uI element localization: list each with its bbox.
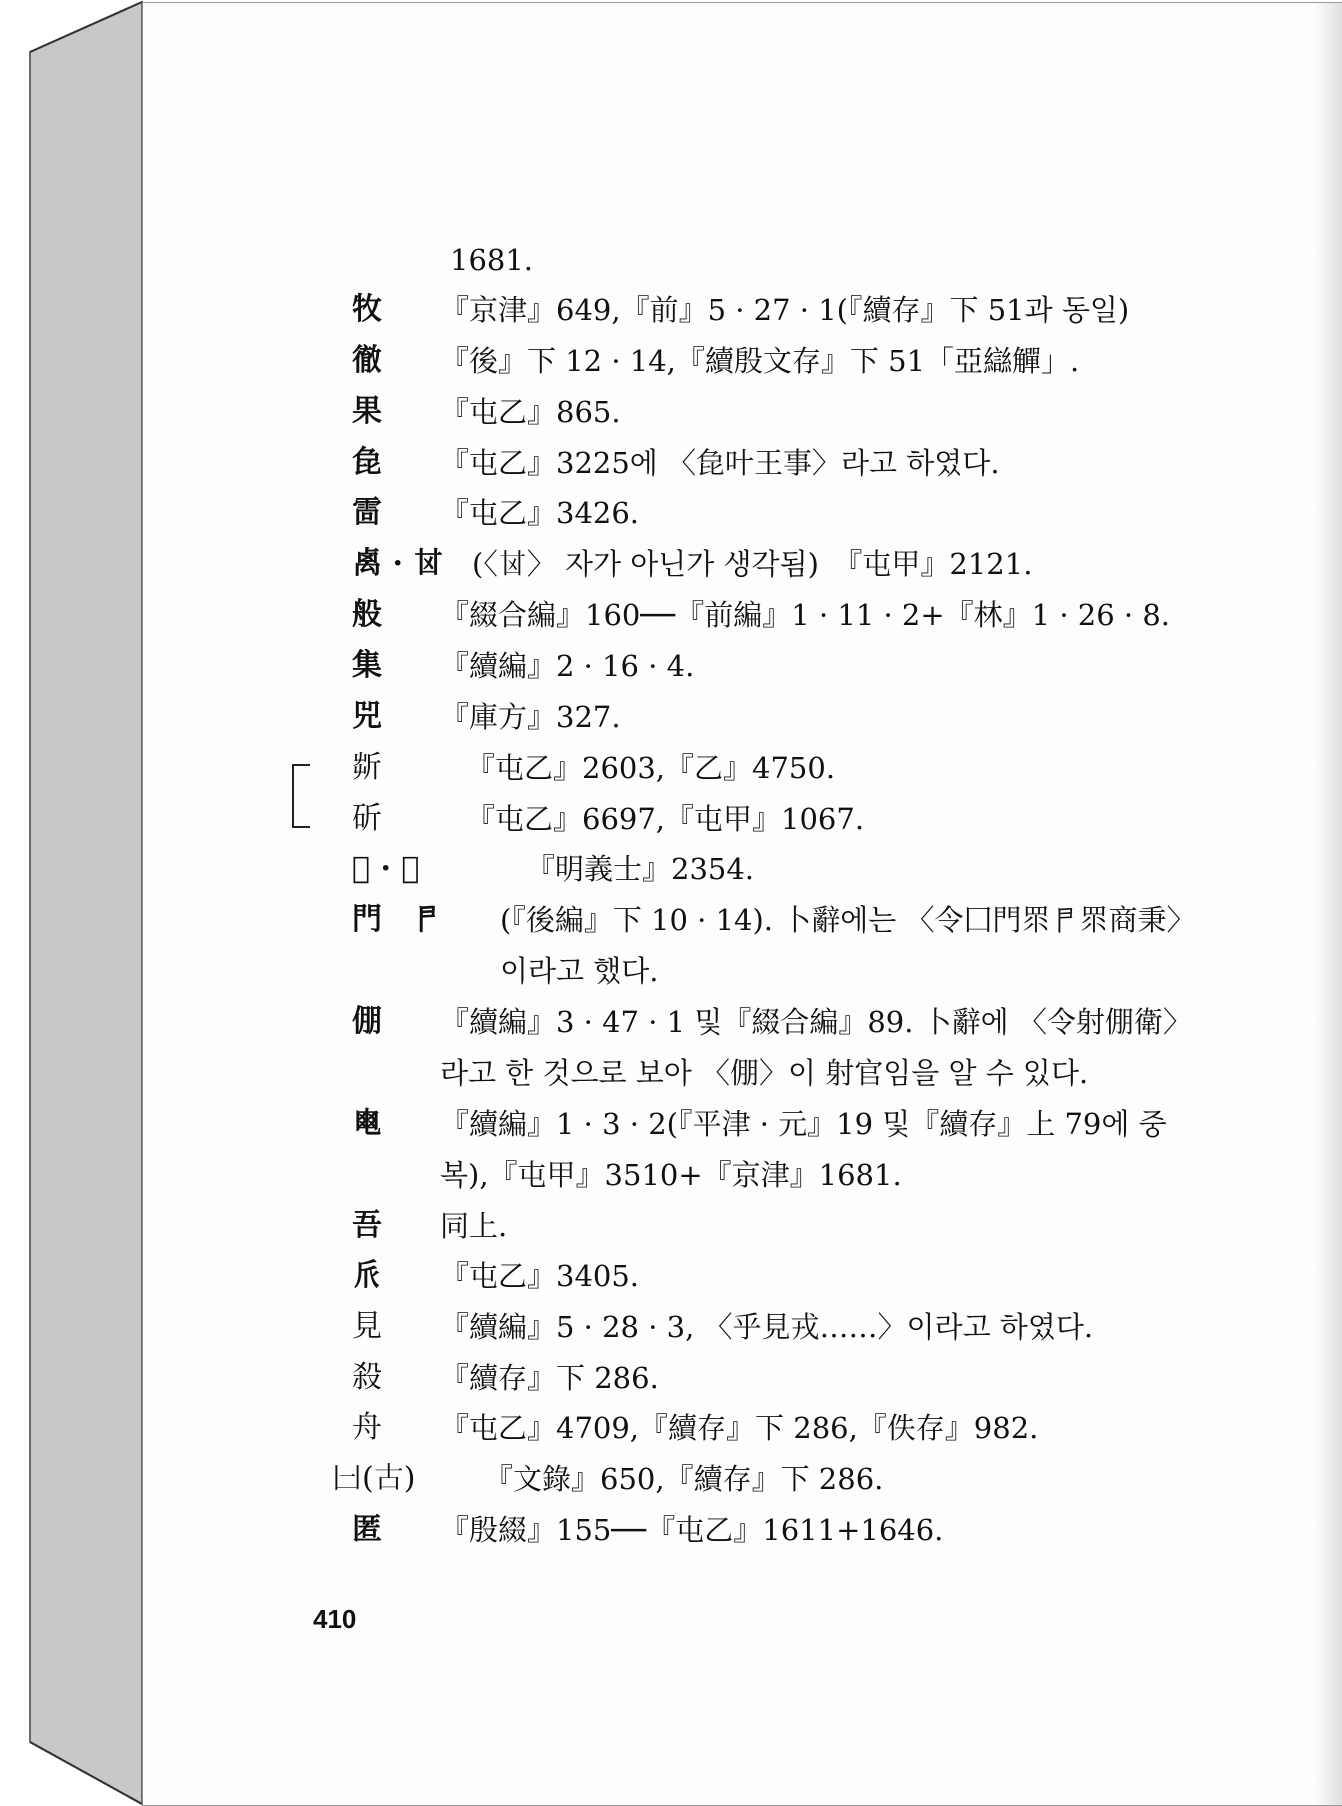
entry-head: 𠬸 · 及: [352, 851, 420, 886]
entry-text: 『屯乙』4709,『續存』下 286,『佚存』982.: [440, 1411, 1039, 1445]
entry-text: 『屯乙』2603,『乙』4750.: [466, 751, 836, 785]
entry-head: 果: [352, 394, 382, 429]
entry-head: 門 𠁣: [352, 902, 442, 937]
entry-text: 『續編』3 · 47 · 1 및『綴合編』89. 卜辭에 〈令射倗衛〉: [440, 1005, 1192, 1039]
entry-head: 斫: [352, 801, 382, 836]
entry-text: 『屯乙』3225에 〈㲋叶王事〉라고 하였다.: [440, 446, 1000, 480]
entry-head: 兕: [352, 699, 382, 734]
entry-text: 『屯乙』6697,『屯甲』1067.: [466, 802, 865, 836]
entry-head: 般: [352, 597, 382, 632]
entry-text-continuation: 이라고 했다.: [500, 954, 659, 988]
entry-head: 倗: [352, 1004, 382, 1039]
entry-text: 『續編』2 · 16 · 4.: [440, 649, 695, 683]
entry-head: 㲋: [352, 445, 382, 480]
entry-head: 禼 · 𠀠: [352, 546, 444, 581]
entry-text: 『續編』5 · 28 · 3, 〈乎見戎……〉이라고 하였다.: [440, 1310, 1094, 1344]
entry-text: (〈𠀠〉 자가 아닌가 생각됨) 『屯甲』2121.: [472, 547, 1033, 581]
entry-text: 『殷綴』155──『屯乙』1611+1646.: [440, 1513, 944, 1547]
entry-text: 『京津』649,『前』5 · 27 · 1(『續存』下 51과 동일): [440, 293, 1130, 327]
entry-text: 『後』下 12 · 14,『續殷文存』下 51「亞䜌觶」.: [440, 344, 1080, 378]
entry-text: 『續編』1 · 3 · 2(『平津 · 元』19 및『續存』上 79에 중: [440, 1107, 1167, 1141]
entry-head: 䨓: [352, 495, 382, 530]
entry-text: 『明義士』2354.: [526, 852, 755, 886]
entry-head: 牧: [352, 292, 382, 327]
entry-head: 𤕣: [352, 1106, 382, 1141]
entry-head: 𠂢: [352, 1258, 382, 1293]
variant-bracket: [292, 764, 310, 828]
entry-text-continuation: 복),『屯甲』3510+『京津』1681.: [440, 1158, 902, 1192]
entry-head: 㪿: [352, 750, 382, 785]
entry-text: 『庫方』327.: [440, 700, 621, 734]
entry-text: 『屯乙』3405.: [440, 1259, 640, 1293]
entry-text-continuation: 라고 한 것으로 보아 〈倗〉이 射官임을 알 수 있다.: [440, 1056, 1089, 1090]
entry-head: 𠙵(古): [332, 1461, 416, 1496]
entry-text: 『屯乙』865.: [440, 395, 621, 429]
continuation-line: 1681.: [450, 243, 534, 277]
entry-text: 同上.: [440, 1209, 508, 1243]
entry-head: 吾: [352, 1208, 382, 1243]
entry-head: 殺: [352, 1360, 382, 1395]
entry-head: 徹: [352, 343, 382, 378]
entry-head: 舟: [352, 1410, 382, 1445]
entry-head: 見: [352, 1309, 382, 1344]
entry-text: 『續存』下 286.: [440, 1361, 659, 1395]
entry-text: 『綴合編』160──『前編』1 · 11 · 2+『林』1 · 26 · 8.: [440, 598, 1171, 632]
entry-text: (『後編』下 10 · 14). 卜辭에는 〈令囗門眔𠁣眔商秉〉: [500, 903, 1196, 937]
entry-text: 『文錄』650,『續存』下 286.: [484, 1462, 884, 1496]
entry-head: 匿: [352, 1512, 382, 1547]
entry-head: 集: [352, 648, 382, 683]
entry-text: 『屯乙』3426.: [440, 496, 640, 530]
page-number: 410: [313, 1604, 357, 1634]
